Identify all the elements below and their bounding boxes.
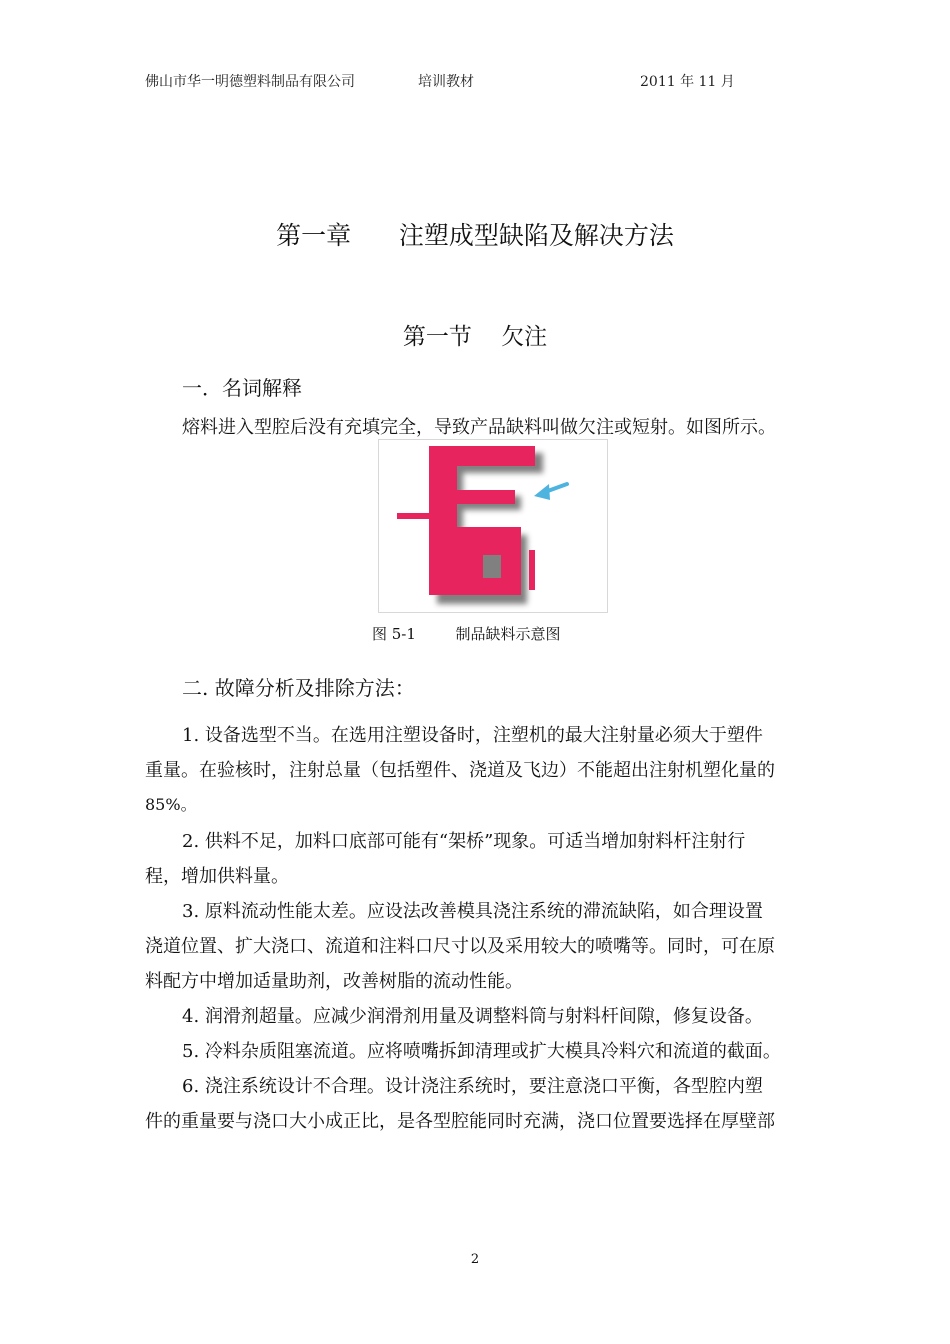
section-title: 第一节 欠注: [402, 324, 548, 350]
header-company: 佛山市华一明德塑料制品有限公司: [145, 74, 355, 90]
chapter-title: 第一章 注塑成型缺陷及解决方法: [276, 221, 674, 250]
defect-illustration: [379, 440, 607, 612]
body-line: 5. 冷料杂质阻塞流道。应将喷嘴拆卸清理或扩大模具冷料穴和流道的截面。: [182, 1041, 781, 1062]
arrow-icon: [534, 484, 567, 500]
body-line: 重量。在验核时，注射总量（包括塑件、浇道及飞边）不能超出注射机塑化量的: [145, 760, 775, 781]
body-line: 4. 润滑剂超量。应减少润滑剂用量及调整料筒与射料杆间隙，修复设备。: [182, 1006, 763, 1027]
part2-heading: 二. 故障分析及排除方法：: [182, 676, 415, 700]
body-line: 件的重量要与浇口大小成正比，是各型腔能同时充满，浇口位置要选择在厚壁部: [145, 1111, 775, 1132]
caption-text: 制品缺料示意图: [455, 625, 561, 643]
body-line: 2. 供料不足，加料口底部可能有“架桥”现象。可适当增加射料杆注射行: [182, 831, 746, 852]
caption-number: 图 5-1: [372, 625, 416, 643]
part1-heading: 一．名词解释: [182, 376, 302, 400]
part1-text: 熔料进入型腔后没有充填完全，导致产品缺料叫做欠注或短射。如图所示。: [182, 417, 776, 438]
gate-stub: [529, 550, 535, 590]
short-shot-figure: [378, 439, 608, 613]
header-date: 2011 年 11 月: [640, 74, 735, 90]
body-line: 85%。: [145, 795, 197, 814]
body-line: 6. 浇注系统设计不合理。设计浇注系统时，要注意浇口平衡，各型腔内塑: [182, 1076, 763, 1097]
header-doc-type: 培训教材: [418, 74, 474, 90]
body-line: 1. 设备选型不当。在选用注塑设备时，注塑机的最大注射量必须大于塑件: [182, 725, 763, 746]
body-line: 3. 原料流动性能太差。应设法改善模具浇注系统的滞流缺陷，如合理设置: [182, 901, 763, 922]
page-number: 2: [470, 1252, 480, 1267]
body-line: 料配方中增加适量助剂，改善树脂的流动性能。: [145, 971, 523, 992]
body-line: 程，增加供料量。: [145, 866, 289, 887]
figure-caption: [372, 623, 561, 644]
body-line: 浇道位置、扩大浇口、流道和注料口尺寸以及采用较大的喷嘴等。同时，可在原: [145, 936, 775, 957]
